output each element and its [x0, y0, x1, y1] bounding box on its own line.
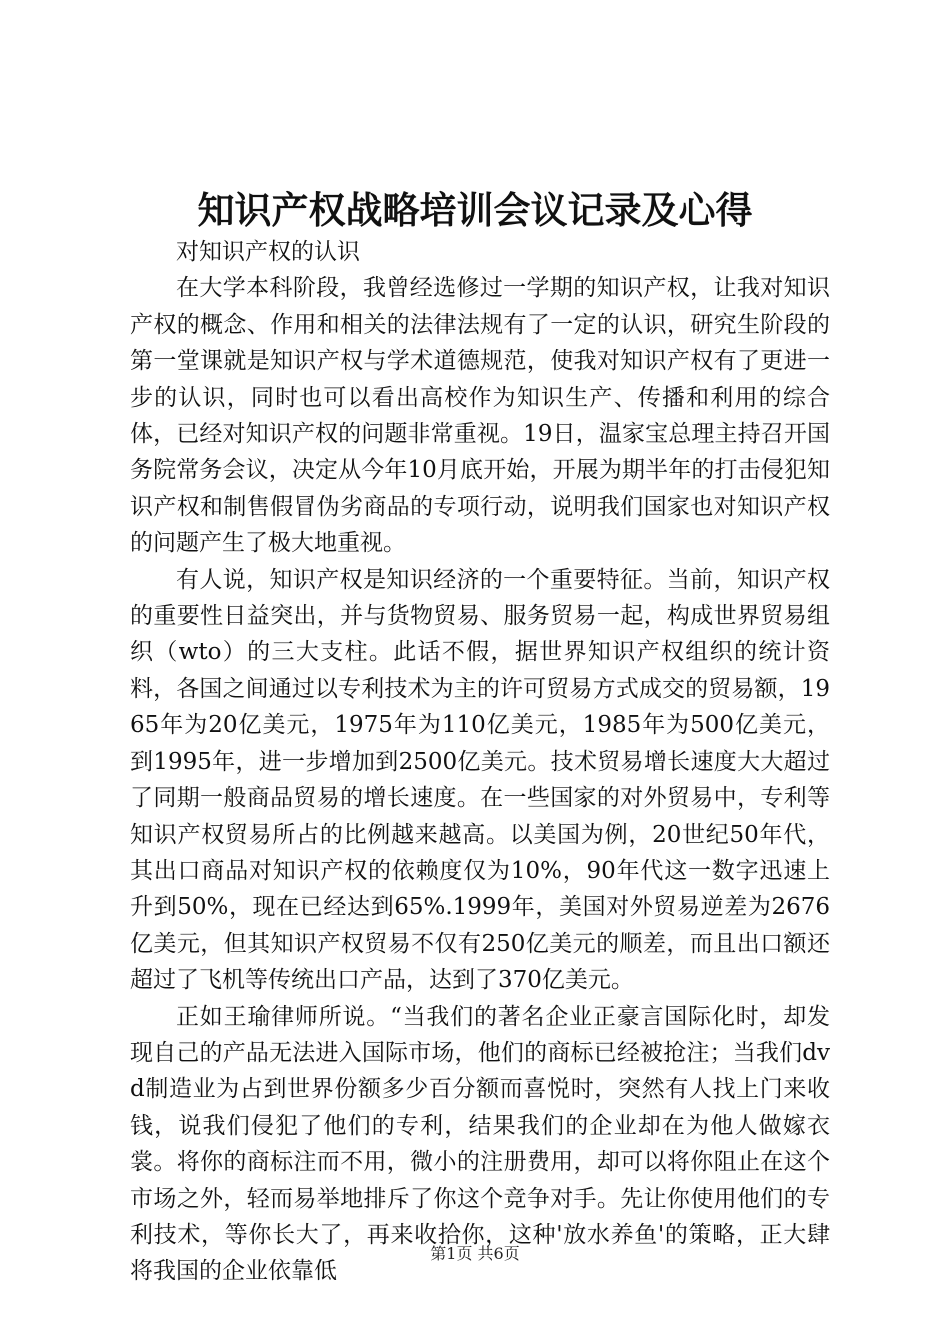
document-body — [130, 234, 830, 1290]
section-heading: 对知识产权的认识 — [176, 239, 360, 265]
paragraph: 正如王瑜律师所说。“当我们的著名企业正豪言国际化时，却发现自己的产品无法进入国际市场，他们的商标已经被抢注；当我们dvd制造业为占到世界份额多少百分额而喜悦时，突然有人找上门来收钱，说我们侵犯了他们的专利，结果我们的企业却在为他人做嫁衣裳。将你的商标注而不用，微小的注册费用，却可以将你阻止在这个市场之外，轻而易举地排斥了你这个竞争对手。先让你使用他们的专利技术，等你长大了，再来收拾你，这种'放水养鱼'的策略，正大肆将我国的企业依靠低 — [130, 1003, 830, 1285]
page-footer — [0, 1243, 950, 1265]
paragraph: 在大学本科阶段，我曾经选修过一学期的知识产权，让我对知识产权的概念、作用和相关的法律法规有了一定的认识，研究生阶段的第一堂课就是知识产权与学术道德规范，使我对知识产权有了更进一步的认识，同时也可以看出高校作为知识生产、传播和利用的综合体，已经对知识产权的问题非常重视。19日，温家宝总理主持召开国务院常务会议，决定从今年10月底开始，开展为期半年的打击侵犯知识产权和制售假冒伪劣商品的专项行动，说明我们国家也对知识产权的问题产生了极大地重视。 — [130, 275, 830, 557]
paragraph: 有人说，知识产权是知识经济的一个重要特征。当前，知识产权的重要性日益突出，并与货物贸易、服务贸易一起，构成世界贸易组织（wto）的三大支柱。此话不假，据世界知识产权组织的统计资料，各国之间通过以专利技术为主的许可贸易方式成交的贸易额，1965年为20亿美元，1975年为110亿美元，1985年为500亿美元，到1995年，进一步增加到2500亿美元。技术贸易增长速度大大超过了同期一般商品贸易的增长速度。在一些国家的对外贸易中，专利等知识产权贸易所占的比例越来越高。以美国为例，20世纪50年代，其出口商品对知识产权的依赖度仅为10%，90年代这一数字迅速上升到50%，现在已经达到65%.1999年，美国对外贸易逆差为2676亿美元，但其知识产权贸易不仅有250亿美元的顺差，而且出口额还超过了飞机等传统出口产品，达到了370亿美元。 — [130, 566, 830, 994]
document-title: 知识产权战略培训会议记录及心得 — [197, 188, 753, 232]
page-number: 第1页 共6页 — [430, 1244, 520, 1263]
